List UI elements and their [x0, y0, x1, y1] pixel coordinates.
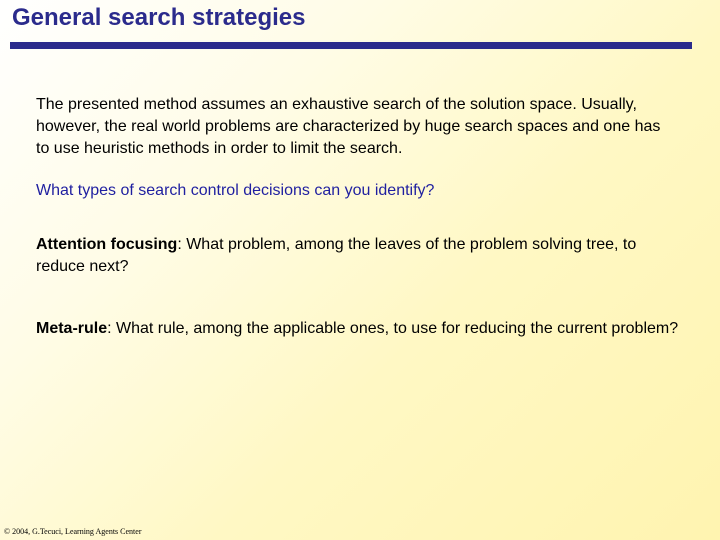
attention-focusing-term: Attention focusing: [36, 236, 178, 253]
question-paragraph: What types of search control decisions can you identify?: [36, 182, 435, 199]
attention-focusing-text: : What problem, among the leaves of the problem solving tree, to reduce next?: [36, 236, 637, 275]
attention-focusing-paragraph: [36, 234, 676, 278]
title-underline: [10, 42, 692, 49]
slide-title: General search strategies: [12, 4, 306, 31]
copyright-footer: © 2004, G.Tecuci, Learning Agents Center: [4, 527, 142, 536]
intro-paragraph: The presented method assumes an exhaustive search of the solution space. Usually, however, the real world problems are characterized by huge search spaces and one has to use heuristic methods in order to limit the search.: [36, 96, 661, 157]
meta-rule-text: : What rule, among the applicable ones, to use for reducing the current problem?: [107, 320, 679, 337]
meta-rule-paragraph: [36, 318, 686, 340]
meta-rule-term: Meta-rule: [36, 320, 108, 337]
